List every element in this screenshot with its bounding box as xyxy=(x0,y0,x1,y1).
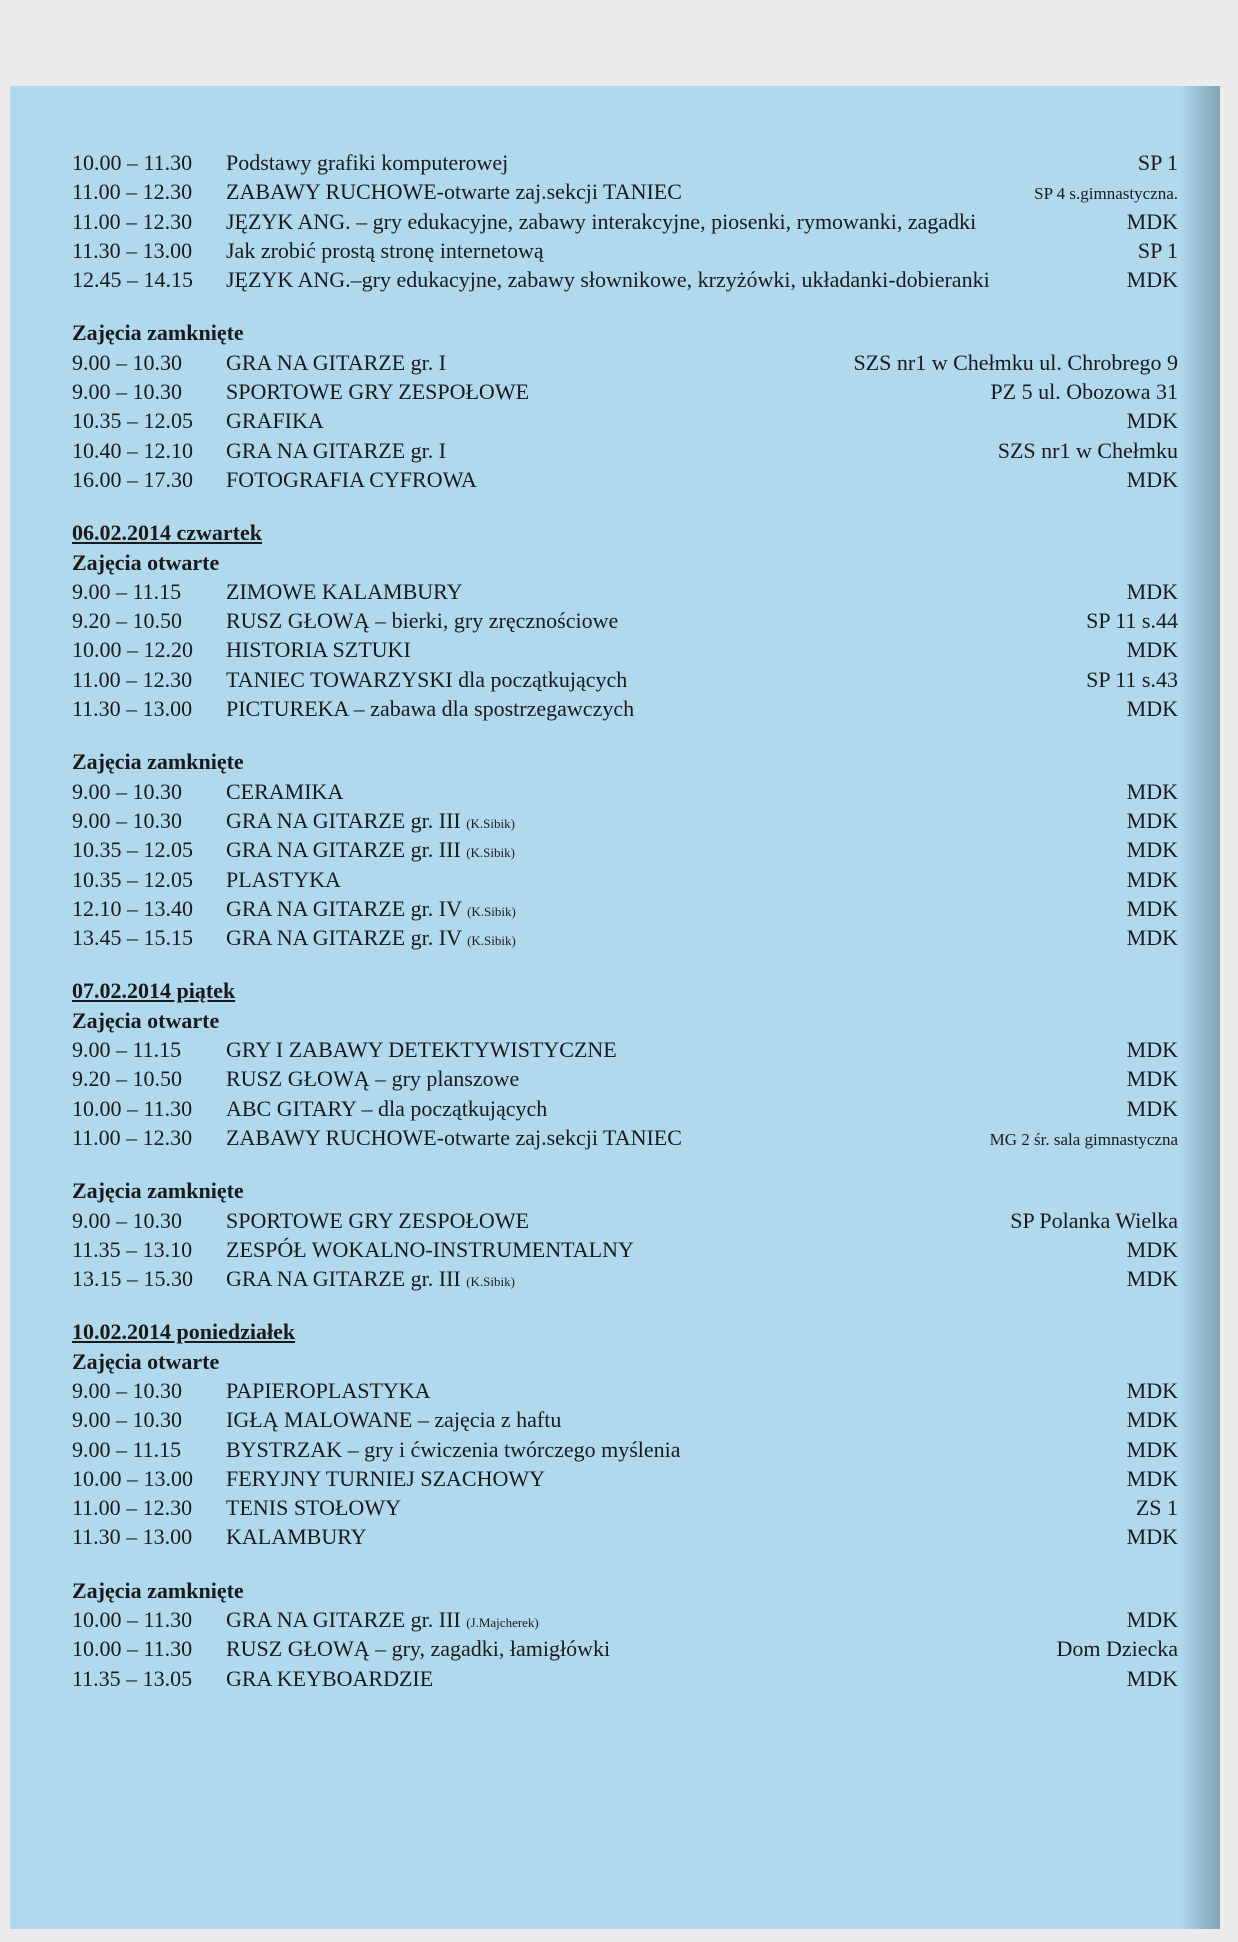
activity-title: ZABAWY RUCHOWE-otwarte zaj.sekcji TANIEC xyxy=(226,179,682,205)
activity-cell xyxy=(226,1235,1117,1264)
location: SP 1 xyxy=(1137,237,1178,263)
time-range: 11.00 – 12.30 xyxy=(72,179,193,205)
schedule-row xyxy=(72,1035,1178,1064)
activity-cell xyxy=(226,1605,1117,1637)
section-heading: Zajęcia zamknięte xyxy=(72,749,244,775)
activity-title: GRA NA GITARZE gr. III xyxy=(226,837,461,863)
activity-cell xyxy=(226,1376,1117,1405)
time-range: 9.00 – 11.15 xyxy=(72,1037,182,1063)
activity-title: ABC GITARY – dla początkujących xyxy=(226,1095,548,1121)
section-heading: Zajęcia zamknięte xyxy=(72,1178,244,1204)
activity-title: CERAMIKA xyxy=(226,778,344,804)
location: MDK xyxy=(1126,1524,1178,1550)
activity-cell xyxy=(226,177,1024,206)
activity-cell xyxy=(226,377,980,406)
section-heading: Zajęcia otwarte xyxy=(72,549,220,575)
time-range: 11.35 – 13.05 xyxy=(72,1665,193,1691)
activity-cell xyxy=(226,865,1117,894)
schedule-section xyxy=(72,294,1178,494)
time-range: 13.45 – 15.15 xyxy=(72,925,193,951)
time-range: 9.00 – 10.30 xyxy=(72,349,182,375)
activity-title: GRA NA GITARZE gr. III xyxy=(226,1266,461,1292)
schedule-row xyxy=(72,865,1178,894)
schedule-row xyxy=(72,1634,1178,1663)
activity-title: SPORTOWE GRY ZESPOŁOWE xyxy=(226,379,530,405)
activity-cell xyxy=(226,694,1117,723)
time-range: 16.00 – 17.30 xyxy=(72,466,193,492)
activity-title: PICTUREKA – zabawa dla spostrzegawczych xyxy=(226,696,635,722)
schedule-section xyxy=(72,1552,1178,1693)
location: MDK xyxy=(1126,1037,1178,1063)
time-range: 11.30 – 13.00 xyxy=(72,696,193,722)
time-range: 11.00 – 12.30 xyxy=(72,666,193,692)
section-heading: Zajęcia zamknięte xyxy=(72,1577,244,1603)
schedule-row xyxy=(72,694,1178,723)
location: MDK xyxy=(1126,1266,1178,1292)
schedule-row xyxy=(72,207,1178,236)
location: MDK xyxy=(1126,1665,1178,1691)
section-spacer xyxy=(72,494,1178,518)
location: MDK xyxy=(1126,637,1178,663)
location: SZS nr1 w Chełmku ul. Chrobrego 9 xyxy=(853,349,1178,375)
section-spacer xyxy=(72,294,1178,318)
schedule-row xyxy=(72,148,1178,177)
time-range: 13.15 – 15.30 xyxy=(72,1266,193,1292)
time-range: 9.00 – 11.15 xyxy=(72,578,182,604)
activity-title: Jak zrobić prostą stronę internetową xyxy=(226,237,544,263)
schedule-content xyxy=(72,148,1178,1693)
schedule-section xyxy=(72,952,1178,1152)
activity-cell xyxy=(226,348,844,377)
activity-title: ZESPÓŁ WOKALNO-INSTRUMENTALNY xyxy=(226,1236,634,1262)
schedule-row xyxy=(72,348,1178,377)
activity-title: RUSZ GŁOWĄ – gry planszowe xyxy=(226,1066,520,1092)
location: MDK xyxy=(1126,866,1178,892)
instructor-note: (K.Sibik) xyxy=(466,845,515,861)
time-range: 11.30 – 13.00 xyxy=(72,1524,193,1550)
schedule-row xyxy=(72,1206,1178,1235)
location: MG 2 śr. sala gimnastyczna xyxy=(989,1129,1178,1149)
activity-title: FOTOGRAFIA CYFROWA xyxy=(226,466,477,492)
activity-title: HISTORIA SZTUKI xyxy=(226,637,411,663)
instructor-note: (K.Sibik) xyxy=(467,903,516,919)
activity-title: RUSZ GŁOWĄ – gry, zagadki, łamigłówki xyxy=(226,1636,611,1662)
activity-title: KALAMBURY xyxy=(226,1524,367,1550)
location: MDK xyxy=(1126,1236,1178,1262)
time-range: 11.30 – 13.00 xyxy=(72,237,193,263)
location: MDK xyxy=(1126,408,1178,434)
time-range: 10.00 – 11.30 xyxy=(72,1607,193,1633)
schedule-row xyxy=(72,465,1178,494)
location: SP 1 xyxy=(1137,150,1178,175)
activity-title: PLASTYKA xyxy=(226,866,341,892)
activity-cell xyxy=(226,1094,1117,1123)
activity-cell xyxy=(226,606,1076,635)
document-page xyxy=(10,86,1220,1929)
activity-cell xyxy=(226,777,1117,806)
schedule-section xyxy=(72,1293,1178,1551)
time-range: 10.40 – 12.10 xyxy=(72,437,193,463)
activity-cell xyxy=(226,1123,980,1152)
schedule-row xyxy=(72,1123,1178,1152)
activity-cell xyxy=(226,1634,1046,1663)
activity-title: GRA KEYBOARDZIE xyxy=(226,1665,434,1691)
schedule-row xyxy=(72,1264,1178,1293)
activity-title: Podstawy grafiki komputerowej xyxy=(226,150,509,175)
schedule-row xyxy=(72,406,1178,435)
schedule-row xyxy=(72,1605,1178,1634)
activity-title: ZABAWY RUCHOWE-otwarte zaj.sekcji TANIEC xyxy=(226,1124,682,1150)
section-spacer xyxy=(72,723,1178,747)
activity-title: PAPIEROPLASTYKA xyxy=(226,1377,431,1403)
time-range: 9.00 – 10.30 xyxy=(72,1207,182,1233)
schedule-section xyxy=(72,494,1178,723)
location: MDK xyxy=(1126,1407,1178,1433)
location: MDK xyxy=(1126,1066,1178,1092)
location: MDK xyxy=(1126,807,1178,833)
location: MDK xyxy=(1126,1436,1178,1462)
location: SP 11 s.44 xyxy=(1086,608,1178,634)
date-heading: 10.02.2014 poniedziałek xyxy=(72,1319,296,1345)
activity-cell xyxy=(226,835,1117,867)
activity-title: TANIEC TOWARZYSKI dla początkujących xyxy=(226,666,628,692)
activity-cell xyxy=(226,1464,1117,1493)
time-range: 10.00 – 11.30 xyxy=(72,150,193,175)
location: MDK xyxy=(1126,1607,1178,1633)
time-range: 9.00 – 10.30 xyxy=(72,778,182,804)
time-range: 10.00 – 11.30 xyxy=(72,1095,193,1121)
date-heading: 07.02.2014 piątek xyxy=(72,978,236,1004)
time-range: 11.00 – 12.30 xyxy=(72,1124,193,1150)
activity-cell xyxy=(226,207,1117,236)
schedule-row xyxy=(72,635,1178,664)
schedule-row xyxy=(72,1405,1178,1434)
schedule-row xyxy=(72,1235,1178,1264)
schedule-section xyxy=(72,1152,1178,1293)
schedule-row xyxy=(72,835,1178,864)
activity-title: GRA NA GITARZE gr. III xyxy=(226,807,461,833)
activity-title: GRA NA GITARZE gr. IV xyxy=(226,895,462,921)
date-heading: 06.02.2014 czwartek xyxy=(72,520,263,546)
page-edge-shadow xyxy=(1180,86,1220,1929)
time-range: 9.00 – 10.30 xyxy=(72,1377,182,1403)
activity-cell xyxy=(226,1035,1117,1064)
time-range: 9.20 – 10.50 xyxy=(72,608,182,634)
activity-cell xyxy=(226,148,1128,177)
activity-cell xyxy=(226,1664,1117,1693)
location: SP 4 s.gimnastyczna. xyxy=(1034,184,1178,204)
activity-title: TENIS STOŁOWY xyxy=(226,1495,401,1521)
activity-cell xyxy=(226,1435,1117,1464)
activity-cell xyxy=(226,1405,1117,1434)
schedule-row xyxy=(72,777,1178,806)
location: MDK xyxy=(1126,208,1178,234)
schedule-row xyxy=(72,806,1178,835)
schedule-row xyxy=(72,377,1178,406)
location: SZS nr1 w Chełmku xyxy=(997,437,1178,463)
time-range: 12.10 – 13.40 xyxy=(72,895,193,921)
activity-title: GRY I ZABAWY DETEKTYWISTYCZNE xyxy=(226,1037,617,1063)
activity-title: BYSTRZAK – gry i ćwiczenia twórczego myślenia xyxy=(226,1436,681,1462)
activity-cell xyxy=(226,1522,1117,1551)
location: Dom Dziecka xyxy=(1056,1636,1178,1662)
schedule-row xyxy=(72,436,1178,465)
time-range: 10.35 – 12.05 xyxy=(72,866,193,892)
activity-cell xyxy=(226,236,1128,265)
time-range: 10.35 – 12.05 xyxy=(72,408,193,434)
schedule-row xyxy=(72,177,1178,206)
instructor-note: (K.Sibik) xyxy=(467,933,516,949)
activity-cell xyxy=(226,1493,1126,1522)
activity-title: GRA NA GITARZE gr. IV xyxy=(226,925,462,951)
location: MDK xyxy=(1126,895,1178,921)
activity-title: JĘZYK ANG. – gry edukacyjne, zabawy interakcyjne, piosenki, rymowanki, zagadki xyxy=(226,208,977,234)
activity-title: JĘZYK ANG.–gry edukacyjne, zabawy słownikowe, krzyżówki, układanki-dobieranki xyxy=(226,267,990,293)
location: MDK xyxy=(1126,925,1178,951)
time-range: 9.20 – 10.50 xyxy=(72,1066,182,1092)
section-spacer xyxy=(72,1293,1178,1317)
instructor-note: (J.Majcherek) xyxy=(466,1615,539,1631)
schedule-row xyxy=(72,894,1178,923)
schedule-row xyxy=(72,606,1178,635)
activity-cell xyxy=(226,465,1117,494)
time-range: 10.00 – 12.20 xyxy=(72,637,193,663)
location: ZS 1 xyxy=(1135,1495,1178,1521)
activity-cell xyxy=(226,265,1117,294)
location: MDK xyxy=(1126,1377,1178,1403)
activity-cell xyxy=(226,436,988,465)
activity-cell xyxy=(226,923,1117,955)
activity-cell xyxy=(226,635,1117,664)
schedule-row xyxy=(72,1376,1178,1405)
schedule-row xyxy=(72,1464,1178,1493)
location: MDK xyxy=(1126,696,1178,722)
schedule-row xyxy=(72,236,1178,265)
schedule-row xyxy=(72,1493,1178,1522)
location: SP Polanka Wielka xyxy=(1010,1207,1178,1233)
time-range: 10.00 – 11.30 xyxy=(72,1636,193,1662)
instructor-note: (K.Sibik) xyxy=(466,1274,515,1290)
location: MDK xyxy=(1126,267,1178,293)
activity-title: RUSZ GŁOWĄ – bierki, gry zręcznościowe xyxy=(226,608,619,634)
time-range: 10.00 – 13.00 xyxy=(72,1465,193,1491)
activity-cell xyxy=(226,1064,1117,1093)
activity-cell xyxy=(226,1264,1117,1296)
time-range: 9.00 – 10.30 xyxy=(72,1407,182,1433)
activity-cell xyxy=(226,406,1117,435)
location: MDK xyxy=(1126,1465,1178,1491)
time-range: 11.35 – 13.10 xyxy=(72,1236,193,1262)
time-range: 12.45 – 14.15 xyxy=(72,267,193,293)
schedule-row xyxy=(72,1435,1178,1464)
activity-cell xyxy=(226,577,1117,606)
time-range: 10.35 – 12.05 xyxy=(72,837,193,863)
location: SP 11 s.43 xyxy=(1086,666,1178,692)
time-range: 9.00 – 11.15 xyxy=(72,1436,182,1462)
location: MDK xyxy=(1126,466,1178,492)
location: MDK xyxy=(1126,837,1178,863)
location: PZ 5 ul. Obozowa 31 xyxy=(990,379,1178,405)
activity-cell xyxy=(226,894,1117,926)
schedule-row xyxy=(72,265,1178,294)
schedule-row xyxy=(72,1522,1178,1551)
time-range: 11.00 – 12.30 xyxy=(72,208,193,234)
activity-title: FERYJNY TURNIEJ SZACHOWY xyxy=(226,1465,546,1491)
activity-title: GRA NA GITARZE gr. I xyxy=(226,437,447,463)
activity-title: GRA NA GITARZE gr. III xyxy=(226,1607,461,1633)
location: MDK xyxy=(1126,1095,1178,1121)
time-range: 9.00 – 10.30 xyxy=(72,379,182,405)
activity-cell xyxy=(226,665,1076,694)
time-range: 11.00 – 12.30 xyxy=(72,1495,193,1521)
section-spacer xyxy=(72,1152,1178,1176)
activity-cell xyxy=(226,806,1117,838)
location: MDK xyxy=(1126,778,1178,804)
instructor-note: (K.Sibik) xyxy=(466,815,515,831)
activity-title: GRAFIKA xyxy=(226,408,324,434)
schedule-section xyxy=(72,723,1178,952)
schedule-row xyxy=(72,1664,1178,1693)
activity-title: IGŁĄ MALOWANE – zajęcia z haftu xyxy=(226,1407,562,1433)
section-spacer xyxy=(72,952,1178,976)
section-heading: Zajęcia otwarte xyxy=(72,1007,220,1033)
schedule-row xyxy=(72,577,1178,606)
activity-cell xyxy=(226,1206,1000,1235)
section-heading: Zajęcia zamknięte xyxy=(72,320,244,346)
schedule-section xyxy=(72,148,1178,294)
schedule-row xyxy=(72,665,1178,694)
activity-title: SPORTOWE GRY ZESPOŁOWE xyxy=(226,1207,530,1233)
schedule-row xyxy=(72,1094,1178,1123)
section-heading: Zajęcia otwarte xyxy=(72,1348,220,1374)
schedule-row xyxy=(72,923,1178,952)
time-range: 9.00 – 10.30 xyxy=(72,807,182,833)
activity-title: ZIMOWE KALAMBURY xyxy=(226,578,463,604)
schedule-row xyxy=(72,1064,1178,1093)
location: MDK xyxy=(1126,578,1178,604)
section-spacer xyxy=(72,1552,1178,1576)
activity-title: GRA NA GITARZE gr. I xyxy=(226,349,447,375)
